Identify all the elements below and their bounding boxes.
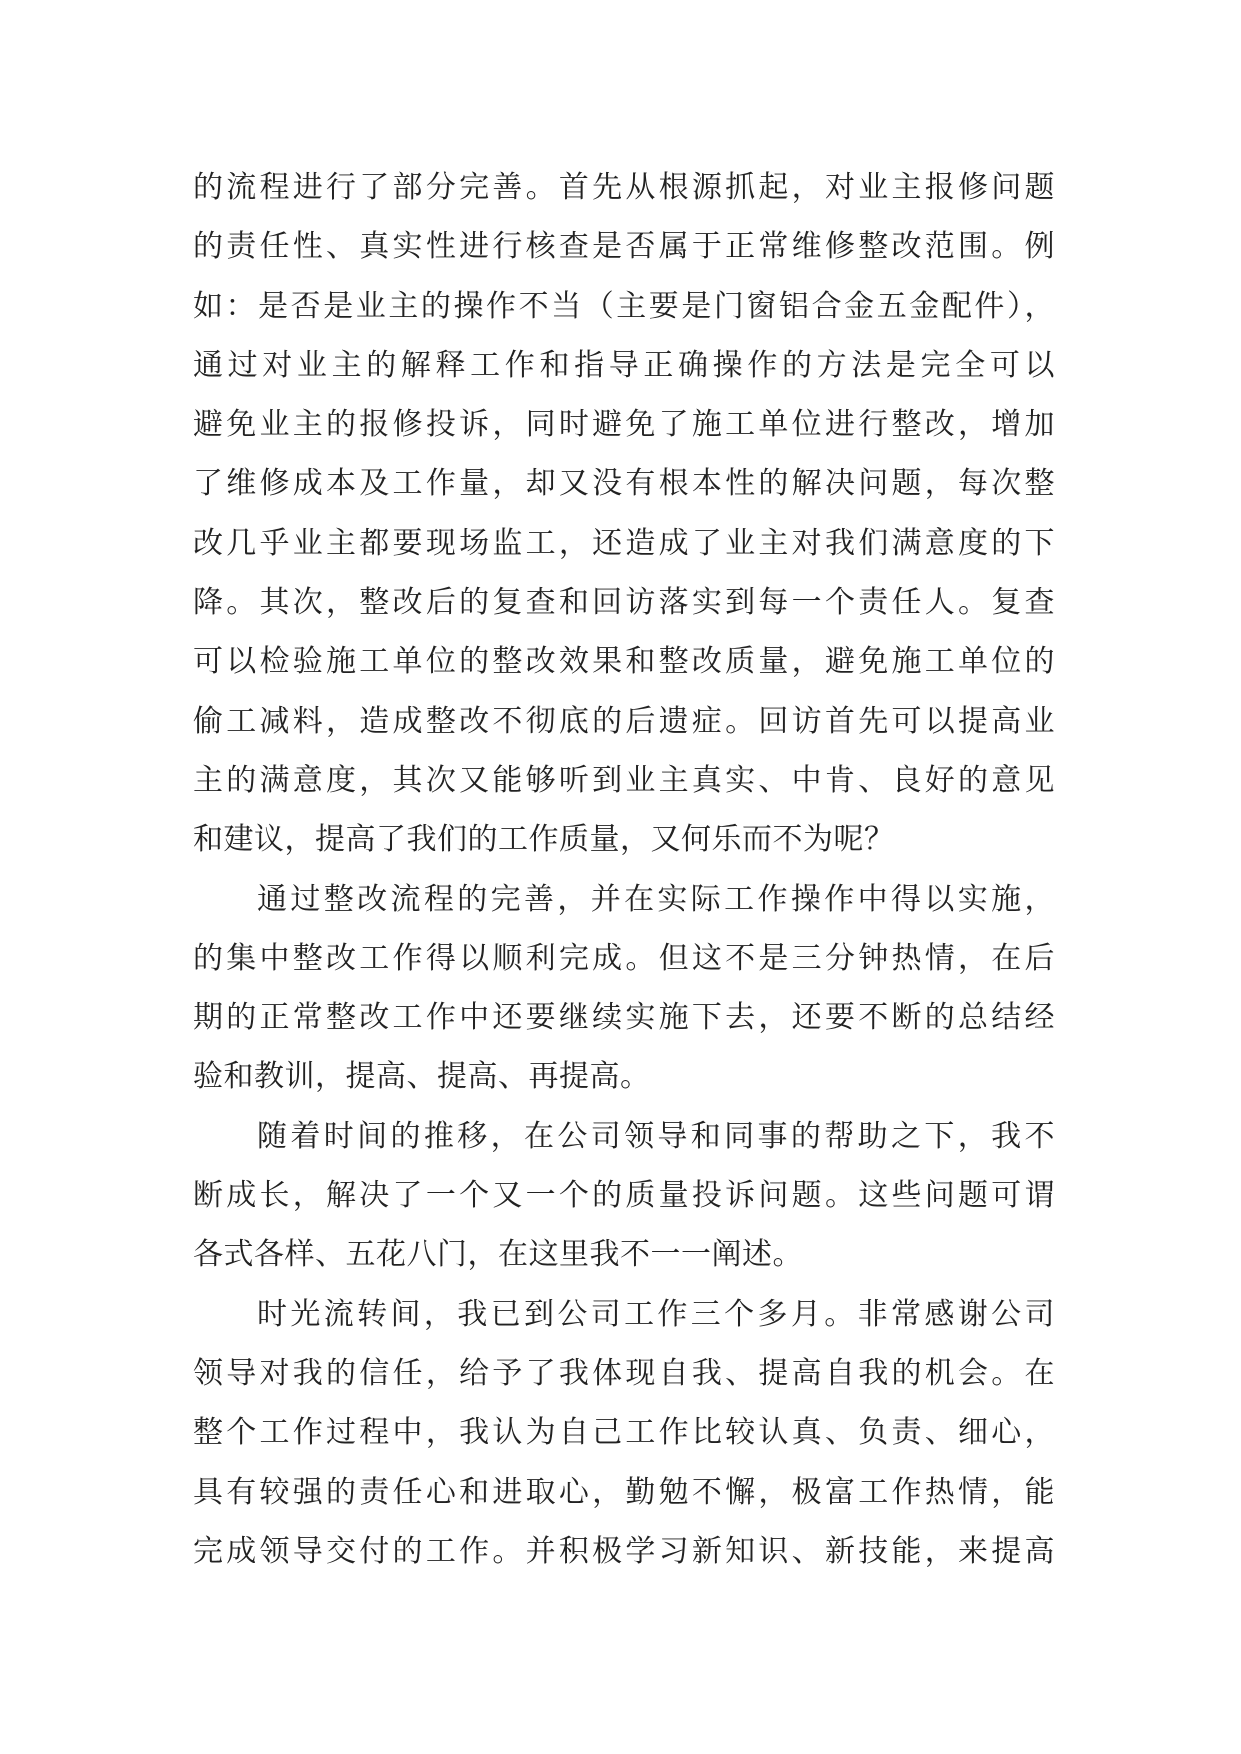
- text-line: 和建议，提高了我们的工作质量，又何乐而不为呢？: [193, 822, 895, 858]
- paragraph-first-line: 通过整改流程的完善，并在实际工作操作中得以实施，: [257, 881, 1055, 917]
- text-line: 验和教训，提高、提高、再提高。: [193, 1059, 651, 1095]
- paragraph-first-line: 时光流转间，我已到公司工作三个多月。非常感谢公司: [257, 1296, 1055, 1332]
- text-line: 的流程进行了部分完善。首先从根源抓起，对业主报修问题: [193, 170, 1055, 205]
- text-line: 完成领导交付的工作。并积极学习新知识、新技能，来提高: [193, 1533, 1055, 1569]
- text-line: 降。其次，整改后的复查和回访落实到每一个责任人。复查: [193, 585, 1055, 621]
- text-line: 的集中整改工作得以顺利完成。但这不是三分钟热情，在后: [193, 940, 1055, 976]
- text-line: 领导对我的信任，给予了我体现自我、提高自我的机会。在: [193, 1355, 1055, 1391]
- text-line: 主的满意度，其次又能够听到业主真实、中肯、良好的意见: [193, 762, 1055, 798]
- text-line: 如：是否是业主的操作不当（主要是门窗铝合金五金配件），: [193, 288, 1055, 324]
- text-line: 通过对业主的解释工作和指导正确操作的方法是完全可以: [193, 347, 1055, 383]
- text-line: 改几乎业主都要现场监工，还造成了业主对我们满意度的下: [193, 525, 1055, 561]
- text-line: 断成长，解决了一个又一个的质量投诉问题。这些问题可谓: [193, 1178, 1055, 1214]
- text-line: 偷工减料，造成整改不彻底的后遗症。回访首先可以提高业: [193, 703, 1055, 739]
- body-text: [193, 158, 1055, 1581]
- text-line: 的责任性、真实性进行核查是否属于正常维修整改范围。例: [193, 229, 1055, 265]
- paragraph-first-line: 随着时间的推移，在公司领导和同事的帮助之下，我不: [257, 1118, 1055, 1154]
- text-line: 具有较强的责任心和进取心，勤勉不懈，极富工作热情，能: [193, 1474, 1055, 1510]
- text-line: 整个工作过程中，我认为自己工作比较认真、负责、细心，: [193, 1415, 1055, 1451]
- text-line: 可以检验施工单位的整改效果和整改质量，避免施工单位的: [193, 644, 1055, 680]
- text-line: 避免业主的报修投诉，同时避免了施工单位进行整改，增加: [193, 407, 1055, 443]
- text-line: 了维修成本及工作量，却又没有根本性的解决问题，每次整: [193, 466, 1055, 502]
- text-line: 各式各样、五花八门，在这里我不一一阐述。: [193, 1237, 803, 1273]
- text-line: 期的正常整改工作中还要继续实施下去，还要不断的总结经: [193, 1000, 1055, 1036]
